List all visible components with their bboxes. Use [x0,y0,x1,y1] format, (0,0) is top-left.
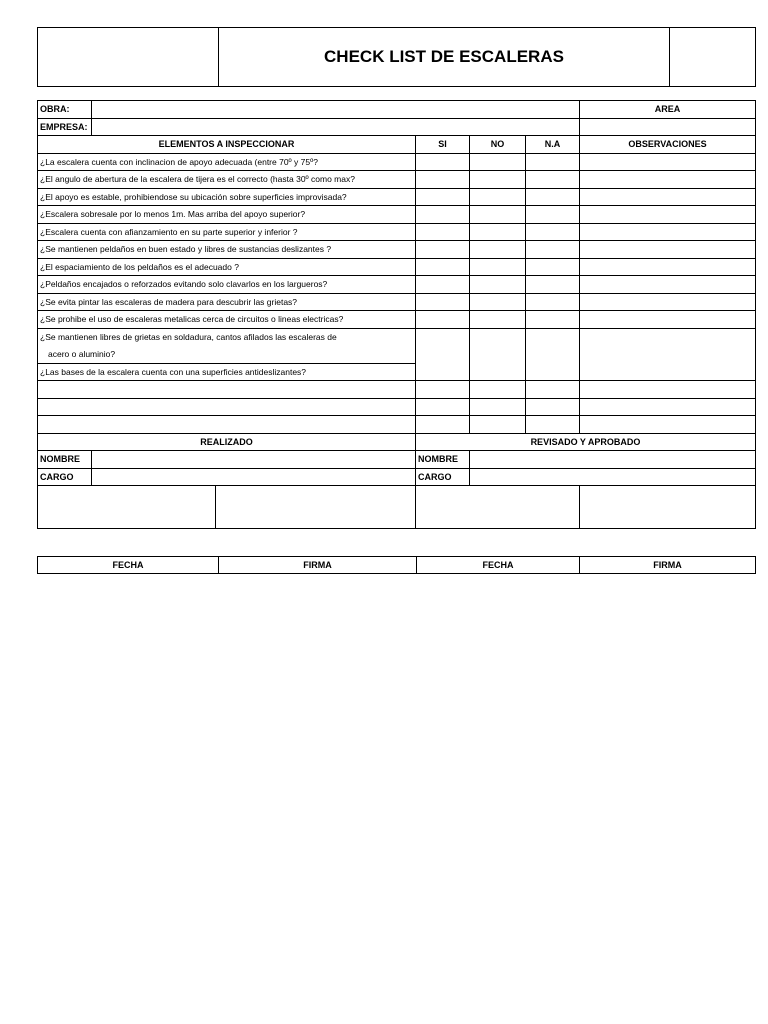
na-cell[interactable] [526,328,580,381]
realizado-cargo-field[interactable] [92,468,416,486]
header-table [37,27,756,87]
revisado-nombre-field[interactable] [470,451,756,469]
si-cell[interactable] [416,223,470,241]
na-cell[interactable] [526,171,580,189]
no-cell[interactable] [470,328,526,381]
col-header-observaciones: OBSERVACIONES [580,136,756,154]
si-cell[interactable] [416,241,470,259]
na-cell[interactable] [526,398,580,416]
empty-question-cell[interactable] [38,381,416,399]
question-line-1: ¿Se mantienen libres de grietas en soldadura, cantos afilados las escaleras de [40,331,337,342]
fecha-label: FECHA [38,557,219,574]
nombre-label: NOMBRE [416,451,470,469]
no-cell[interactable] [470,381,526,399]
question-text: ¿El angulo de abertura de la escalera de tijera es el correcto (hasta 30º como max? [38,171,416,189]
observaciones-cell[interactable] [580,258,756,276]
na-cell[interactable] [526,276,580,294]
si-cell[interactable] [416,153,470,171]
realizado-firma-box[interactable] [216,486,416,529]
question-text: ¿El apoyo es estable, prohibiendose su ubicación sobre superficies improvisada? [38,188,416,206]
na-cell[interactable] [526,206,580,224]
no-cell[interactable] [470,416,526,434]
empty-question-cell[interactable] [38,416,416,434]
no-cell[interactable] [470,258,526,276]
question-text: ¿El espaciamiento de los peldaños es el adecuado ? [38,258,416,276]
si-cell[interactable] [416,311,470,329]
area-field[interactable] [580,118,756,136]
firma-label: FIRMA [219,557,417,574]
si-cell[interactable] [416,381,470,399]
question-text: ¿Se mantienen peldaños en buen estado y libres de sustancias deslizantes ? [38,241,416,259]
question-text: ¿Escalera cuenta con afianzamiento en su parte superior y inferior ? [38,223,416,241]
no-cell[interactable] [470,241,526,259]
question-text-multiline [38,328,416,363]
no-cell[interactable] [470,153,526,171]
question-text: ¿Las bases de la escalera cuenta con una superficies antideslizantes? [38,363,416,381]
realizado-fecha-box[interactable] [38,486,216,529]
empresa-field[interactable] [92,118,580,136]
col-header-elementos: ELEMENTOS A INSPECCIONAR [38,136,416,154]
observaciones-cell[interactable] [580,153,756,171]
page-title: CHECK LIST DE ESCALERAS [219,28,670,87]
si-cell[interactable] [416,276,470,294]
si-cell[interactable] [416,293,470,311]
observaciones-cell[interactable] [580,241,756,259]
no-cell[interactable] [470,223,526,241]
cargo-label: CARGO [416,468,470,486]
realizado-heading: REALIZADO [38,433,416,451]
logo-cell [38,28,219,87]
si-cell[interactable] [416,328,470,381]
cargo-label: CARGO [38,468,92,486]
observaciones-cell[interactable] [580,328,756,381]
question-text: ¿La escalera cuenta con inclinacion de apoyo adecuada (entre 70º y 75º? [38,153,416,171]
fecha-label: FECHA [417,557,580,574]
code-cell [670,28,756,87]
checklist-table [37,100,756,529]
observaciones-cell[interactable] [580,188,756,206]
observaciones-cell[interactable] [580,206,756,224]
col-header-na: N.A [526,136,580,154]
si-cell[interactable] [416,398,470,416]
question-line-2: acero o aluminio? [48,348,116,359]
no-cell[interactable] [470,171,526,189]
na-cell[interactable] [526,293,580,311]
observaciones-cell[interactable] [580,398,756,416]
revisado-fecha-box[interactable] [416,486,580,529]
si-cell[interactable] [416,171,470,189]
observaciones-cell[interactable] [580,416,756,434]
no-cell[interactable] [470,188,526,206]
question-text: ¿Se evita pintar las escaleras de madera para descubrir las grietas? [38,293,416,311]
observaciones-cell[interactable] [580,171,756,189]
question-text: ¿Se prohibe el uso de escaleras metalicas cerca de circuitos o lineas electricas? [38,311,416,329]
question-text: ¿Peldaños encajados o reforzados evitando solo clavarlos en los largueros? [38,276,416,294]
revisado-cargo-field[interactable] [470,468,756,486]
si-cell[interactable] [416,188,470,206]
observaciones-cell[interactable] [580,381,756,399]
si-cell[interactable] [416,416,470,434]
no-cell[interactable] [470,311,526,329]
na-cell[interactable] [526,381,580,399]
observaciones-cell[interactable] [580,276,756,294]
realizado-nombre-field[interactable] [92,451,416,469]
col-header-si: SI [416,136,470,154]
na-cell[interactable] [526,258,580,276]
obra-label: OBRA: [38,101,92,119]
question-text: ¿Escalera sobresale por lo menos 1m. Mas arriba del apoyo superior? [38,206,416,224]
na-cell[interactable] [526,223,580,241]
firma-label: FIRMA [580,557,756,574]
si-cell[interactable] [416,258,470,276]
na-cell[interactable] [526,188,580,206]
observaciones-cell[interactable] [580,293,756,311]
area-label: AREA [580,101,756,119]
na-cell[interactable] [526,241,580,259]
observaciones-cell[interactable] [580,223,756,241]
no-cell[interactable] [470,206,526,224]
observaciones-cell[interactable] [580,311,756,329]
na-cell[interactable] [526,153,580,171]
footer-table [37,556,756,574]
no-cell[interactable] [470,293,526,311]
nombre-label: NOMBRE [38,451,92,469]
na-cell[interactable] [526,416,580,434]
revisado-firma-box[interactable] [580,486,756,529]
empty-question-cell[interactable] [38,398,416,416]
na-cell[interactable] [526,311,580,329]
no-cell[interactable] [470,276,526,294]
col-header-no: NO [470,136,526,154]
obra-field[interactable] [92,101,580,119]
empresa-label: EMPRESA: [38,118,92,136]
si-cell[interactable] [416,206,470,224]
revisado-heading: REVISADO Y APROBADO [416,433,756,451]
no-cell[interactable] [470,398,526,416]
